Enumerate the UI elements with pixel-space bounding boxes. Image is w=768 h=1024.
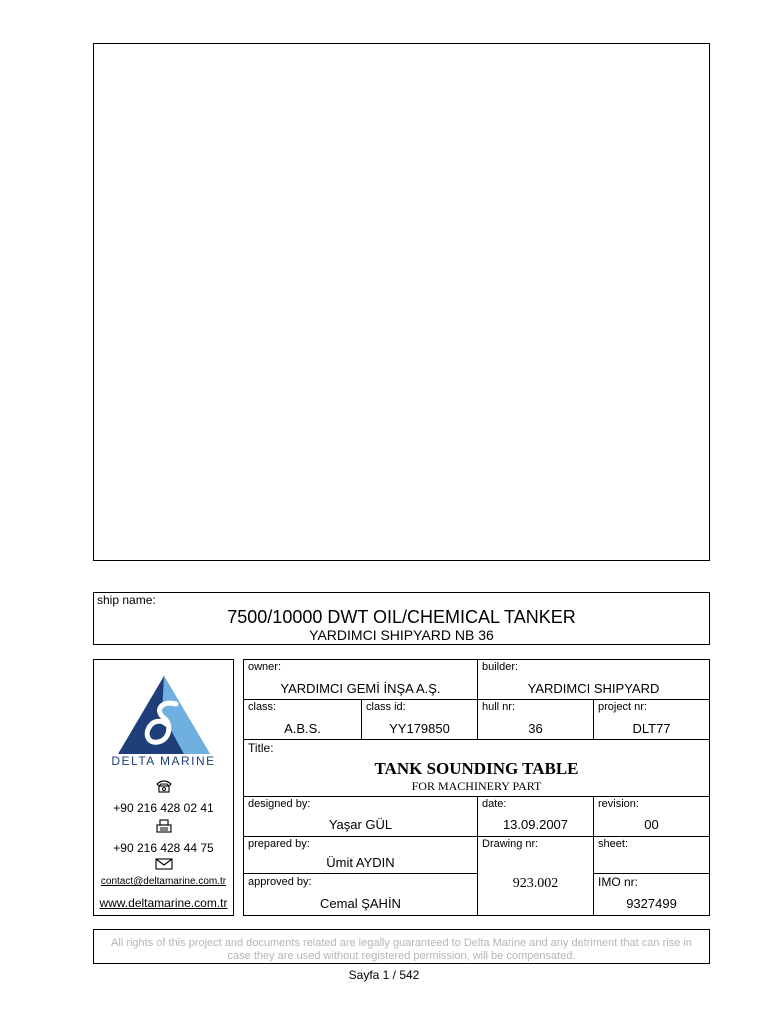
prepared-value: Ümit AYDIN — [326, 855, 395, 870]
sheet-label: sheet: — [598, 838, 628, 850]
builder-value: YARDIMCI SHIPYARD — [527, 681, 660, 696]
owner-value: YARDIMCI GEMİ İNŞA A.Ş. — [280, 681, 441, 696]
drawing-frame — [93, 43, 710, 561]
designed-label: designed by: — [248, 798, 311, 810]
title-label: Title: — [248, 741, 274, 755]
date-label: date: — [482, 798, 507, 810]
ship-name-box — [93, 592, 710, 645]
approved-value: Cemal ŞAHİN — [320, 896, 401, 911]
hull-label: hull nr: — [482, 701, 516, 713]
class-value: A.B.S. — [284, 721, 321, 736]
ship-name-label: ship name: — [97, 593, 156, 607]
hull-value: 36 — [528, 721, 543, 736]
rights-notice: All rights of this project and documents related are legally guaranteed to Delta Marine and any detriment that can rise in case they are used without registered permission, will be compensated. — [111, 937, 692, 962]
prepared-label: prepared by: — [248, 838, 310, 850]
phone-number: +90 216 428 02 41 — [113, 801, 214, 815]
fax-icon — [156, 819, 172, 833]
drawing-nr-value: 923.002 — [512, 876, 559, 891]
revision-label: revision: — [598, 798, 639, 810]
ship-name: 7500/10000 DWT OIL/CHEMICAL TANKER — [227, 607, 576, 627]
website-link[interactable]: www.deltamarine.com.tr — [99, 896, 228, 910]
fax-number: +90 216 428 44 75 — [113, 841, 214, 855]
imo-value: 9327499 — [626, 896, 677, 911]
drawing-nr-label: Drawing nr: — [482, 838, 539, 850]
delta-marine-logo — [114, 674, 214, 756]
project-value: DLT77 — [632, 721, 671, 736]
rights-notice-box — [93, 929, 710, 964]
drawing-subtitle: FOR MACHINERY PART — [411, 779, 542, 793]
page-number: Sayfa 1 / 542 — [348, 968, 420, 982]
telephone-icon — [155, 779, 173, 793]
class-id-label: class id: — [366, 701, 406, 713]
project-label: project nr: — [598, 701, 647, 713]
imo-label: IMO nr: — [598, 875, 639, 889]
logo-text: DELTA MARINE — [111, 754, 216, 768]
approved-label: approved by: — [248, 876, 312, 888]
class-label: class: — [248, 701, 277, 713]
class-id-value: YY179850 — [389, 721, 450, 736]
envelope-icon — [155, 858, 173, 870]
shipyard-name: YARDIMCI SHIPYARD NB 36 — [309, 627, 494, 643]
owner-label: owner: — [248, 661, 282, 673]
designed-value: Yaşar GÜL — [328, 817, 393, 832]
email-link[interactable]: contact@deltamarine.com.tr — [100, 876, 227, 887]
date-value: 13.09.2007 — [502, 817, 569, 832]
builder-label: builder: — [482, 661, 519, 673]
drawing-title: TANK SOUNDING TABLE — [374, 759, 579, 778]
company-box — [93, 659, 234, 916]
revision-value: 00 — [644, 817, 659, 832]
